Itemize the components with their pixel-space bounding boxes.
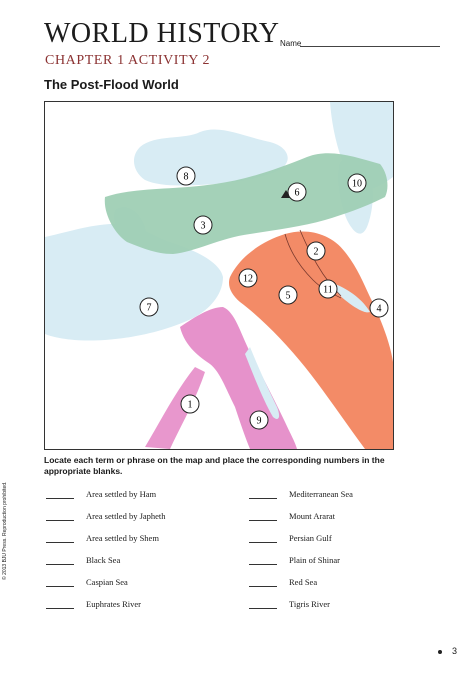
answer-blank[interactable] <box>46 556 74 565</box>
chapter-subtitle: CHAPTER 1 ACTIVITY 2 <box>45 53 211 68</box>
term-label: Area settled by Ham <box>86 489 157 499</box>
answer-blank[interactable] <box>46 512 74 521</box>
term-row <box>46 575 128 587</box>
term-label: Caspian Sea <box>86 577 128 587</box>
answer-blank[interactable] <box>46 600 74 609</box>
answer-blank[interactable] <box>249 578 277 587</box>
map-marker-label: 7 <box>146 302 152 314</box>
map-marker-label: 11 <box>323 284 333 296</box>
copyright-text: © 2013 BJU Press. Reproduction prohibited. <box>2 481 8 580</box>
term-row <box>46 597 141 609</box>
map-marker-label: 4 <box>376 303 382 315</box>
page-number: 3 <box>452 646 458 656</box>
map-marker-label: 2 <box>313 246 319 258</box>
term-row <box>46 487 156 499</box>
map <box>44 101 394 450</box>
name-label: Name <box>280 39 302 48</box>
name-field[interactable] <box>300 46 440 47</box>
term-row <box>249 553 340 565</box>
map-marker-label: 9 <box>256 415 262 427</box>
term-row <box>249 575 317 587</box>
term-label: Persian Gulf <box>289 533 332 543</box>
term-row <box>46 509 166 521</box>
term-label: Euphrates River <box>86 599 141 609</box>
term-row <box>46 553 120 565</box>
answer-blank[interactable] <box>46 578 74 587</box>
term-label: Mount Ararat <box>289 511 336 521</box>
map-marker-label: 6 <box>294 187 300 199</box>
term-row <box>46 531 159 543</box>
answer-blank[interactable] <box>249 490 277 499</box>
map-marker-label: 3 <box>200 220 206 232</box>
term-label: Plain of Shinar <box>289 555 340 565</box>
answer-blank[interactable] <box>249 556 277 565</box>
map-marker-label: 1 <box>187 399 193 411</box>
answer-blank[interactable] <box>46 490 74 499</box>
term-row <box>249 531 332 543</box>
answer-blank[interactable] <box>249 534 277 543</box>
worksheet-title: WORLD HISTORY <box>44 18 280 49</box>
answer-blank[interactable] <box>46 534 74 543</box>
bullet-icon <box>438 650 442 654</box>
activity-heading: The Post-Flood World <box>44 77 179 92</box>
term-row <box>249 597 330 609</box>
map-marker-label: 8 <box>183 171 189 183</box>
instructions: Locate each term or phrase on the map and place the corresponding numbers in the appropriate blanks. <box>44 455 385 476</box>
map-svg <box>45 102 393 449</box>
term-label: Red Sea <box>289 577 318 587</box>
term-label: Black Sea <box>86 555 121 565</box>
answer-blank[interactable] <box>249 600 277 609</box>
answer-blank[interactable] <box>249 512 277 521</box>
term-row <box>249 487 353 499</box>
term-label: Area settled by Japheth <box>86 511 166 521</box>
term-label: Area settled by Shem <box>86 533 159 543</box>
term-label: Tigris River <box>289 599 331 609</box>
map-marker-label: 12 <box>243 273 253 285</box>
map-marker-label: 10 <box>352 178 362 190</box>
copyright-notice <box>2 430 12 580</box>
term-row <box>249 509 335 521</box>
term-label: Mediterranean Sea <box>289 489 353 499</box>
map-marker-label: 5 <box>285 290 291 302</box>
